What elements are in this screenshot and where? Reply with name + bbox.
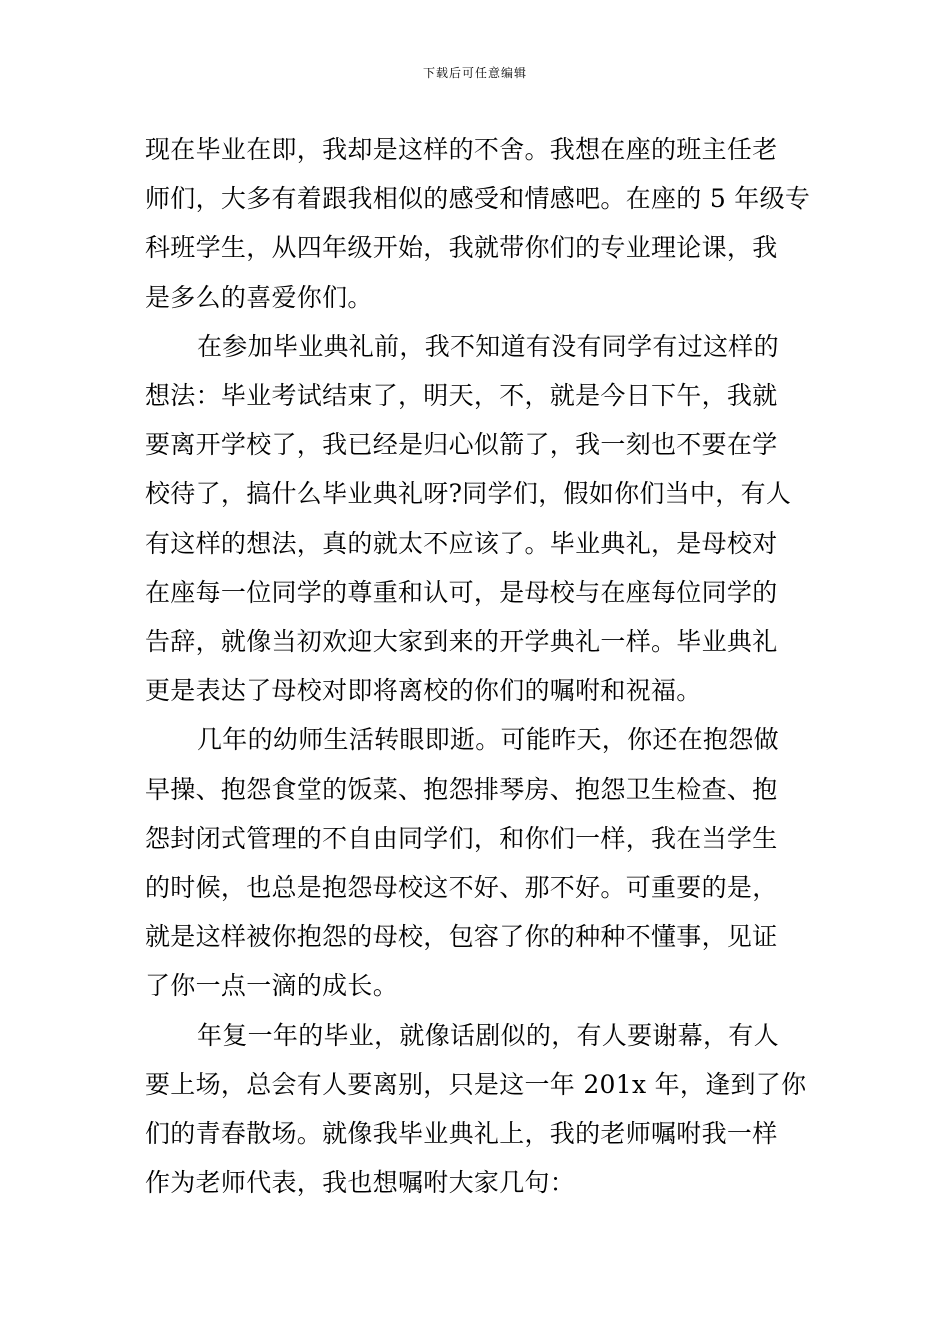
- text-line: 的时候，也总是抱怨母校这不好、那不好。可重要的是，: [145, 873, 778, 903]
- text-line: 了你一点一滴的成长。: [145, 971, 399, 1001]
- text-line: 早操、抱怨食堂的饭菜、抱怨排琴房、抱怨卫生检查、抱: [145, 774, 778, 804]
- text-line: 更是表达了母校对即将离校的你们的嘱咐和祝福。: [145, 676, 702, 706]
- text-line: 要离开学校了，我已经是归心似箭了，我一刻也不要在学: [145, 430, 778, 460]
- text-line: 在座每一位同学的尊重和认可，是母校与在座每位同学的: [145, 577, 778, 607]
- text-line: 师们，大多有着跟我相似的感受和情感吧。在座的 5 年级专: [145, 184, 811, 214]
- paragraph: [145, 125, 811, 322]
- text-line: 告辞，就像当初欢迎大家到来的开学典礼一样。毕业典礼: [145, 627, 778, 657]
- text-line: 有这样的想法，真的就太不应该了。毕业典礼，是母校对: [145, 528, 778, 558]
- text-line: 几年的幼师生活转眼即逝。可能昨天，你还在抱怨做: [197, 725, 779, 755]
- page-header: 下载后可任意编辑: [422, 66, 527, 80]
- text-line: 在参加毕业典礼前，我不知道有没有同学有过这样的: [197, 331, 779, 361]
- text-line: 作为老师代表，我也想嘱咐大家几句：: [145, 1168, 576, 1198]
- text-line: 们的青春散场。就像我毕业典礼上，我的老师嘱咐我一样: [145, 1119, 778, 1149]
- text-line: 校待了，搞什么毕业典礼呀?同学们，假如你们当中，有人: [145, 479, 792, 509]
- text-line: 就是这样被你抱怨的母校，包容了你的种种不懂事，见证: [145, 922, 778, 952]
- text-line: 年复一年的毕业，就像话剧似的，有人要谢幕，有人: [197, 1020, 779, 1050]
- paragraph: [145, 715, 807, 1010]
- text-line: 是多么的喜爱你们。: [145, 282, 373, 312]
- text-line: 要上场，总会有人要离别，只是这一年 201x 年，逢到了你: [145, 1069, 807, 1099]
- text-line: 现在毕业在即，我却是这样的不舍。我想在座的班主任老: [145, 135, 778, 164]
- paragraph: [145, 322, 807, 716]
- text-line: 怨封闭式管理的不自由同学们，和你们一样，我在当学生: [145, 823, 778, 853]
- paragraph: [145, 1011, 807, 1208]
- text-line: 想法：毕业考试结束了，明天，不，就是今日下午，我就: [145, 381, 778, 411]
- document-body: [145, 125, 811, 1207]
- text-line: 科班学生，从四年级开始，我就带你们的专业理论课，我: [145, 233, 778, 263]
